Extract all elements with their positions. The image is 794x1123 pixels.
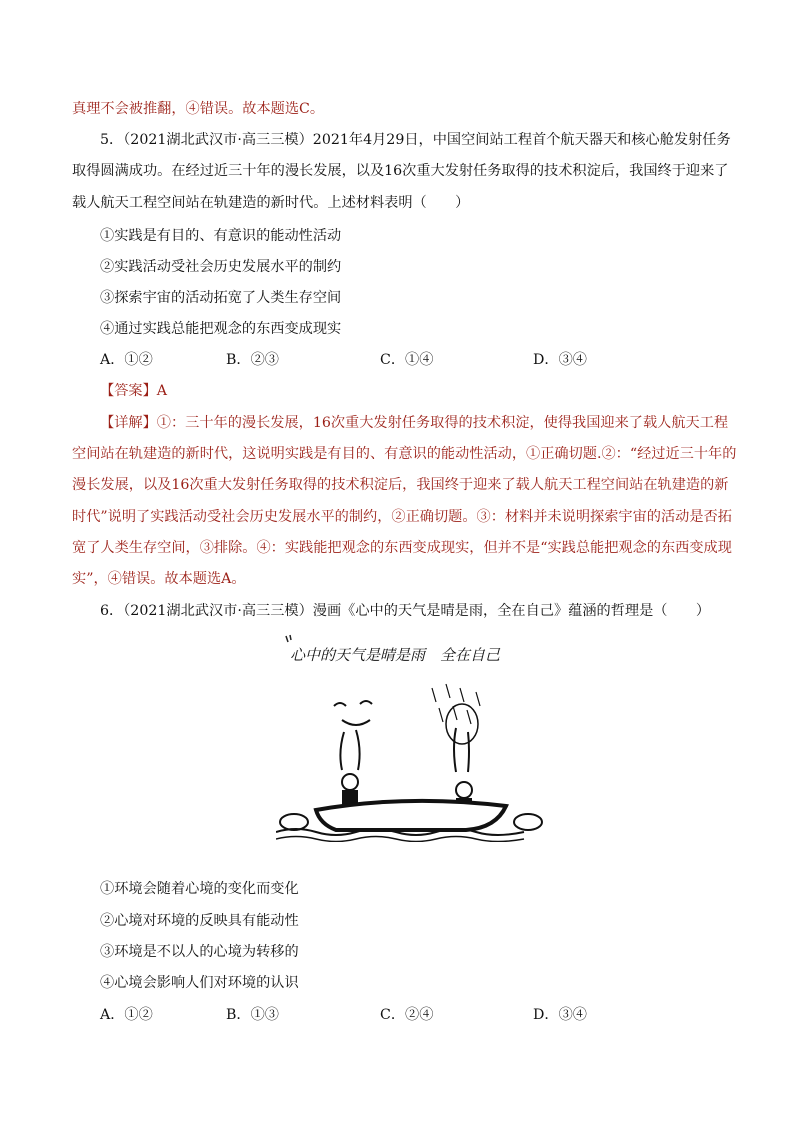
q6-option-c: C．②④ [380,1007,434,1023]
q6-statement-3: ③环境是不以人的心境为转移的 [100,944,299,960]
q5-option-a: A．①② [100,352,153,368]
cartoon-drawing [276,632,544,842]
q5-detail-line-4: 时代”说明了实践活动受社会历史发展水平的制约，②正确切题。③：材料并未说明探索宇宙的活动是否拓 [72,509,732,525]
cartoon-figure [276,632,544,842]
q5-stem-line-1: 5．（2021湖北武汉市·高三三模）2021年4月29日，中国空间站工程首个航天器天和核心舱发射任务 [100,132,731,148]
q6-option-b: B．①③ [226,1007,279,1023]
q5-statement-4: ④通过实践总能把观念的东西变成现实 [100,321,342,337]
q5-stem-line-2: 取得圆满成功。在经过近三十年的漫长发展，以及16次重大发射任务取得的技术积淀后，我国终于迎来了 [72,163,729,179]
q5-detail-line-3: 漫长发展，以及16次重大发射任务取得的技术积淀后，我国终于迎来了载人航天工程空间站在轨建造的新 [72,477,729,493]
q5-statement-2: ②实践活动受社会历史发展水平的制约 [100,259,342,275]
q6-statement-1: ①环境会随着心境的变化而变化 [100,881,299,897]
q5-statement-1: ①实践是有目的、有意识的能动性活动 [100,228,342,244]
q5-option-b: B．②③ [226,352,279,368]
q5-detail-line-2: 空间站在轨建造的新时代，这说明实践是有目的、有意识的能动性活动，①正确切题.②：“经过近三十年的 [72,446,737,462]
q6-statement-4: ④心境会影响人们对环境的认识 [100,975,299,991]
q6-option-d: D．③④ [533,1007,587,1023]
q5-statement-3: ③探索宇宙的活动拓宽了人类生存空间 [100,290,342,306]
previous-answer-tail: 真理不会被推翻，④错误。故本题选C。 [72,101,325,117]
q5-detail-line-5: 宽了人类生存空间，③排除。④：实践能把观念的东西变成现实，但并不是“实践总能把观念的东西变成现 [72,540,732,556]
q6-option-a: A．①② [100,1007,153,1023]
q5-option-c: C．①④ [380,352,434,368]
q5-detail-line-6: 实”，④错误。故本题选A。 [72,571,246,587]
q5-option-d: D．③④ [533,352,587,368]
cartoon-caption: 心中的天气是晴是雨 全在自己 [290,646,501,664]
q6-statement-2: ②心境对环境的反映具有能动性 [100,913,299,929]
q5-detail-line-1: 【详解】①：三十年的漫长发展，16次重大发射任务取得的技术积淀，使得我国迎来了载人航天工程 [100,415,729,431]
q5-answer: 【答案】A [100,383,167,399]
q6-stem: 6．（2021湖北武汉市·高三三模）漫画《心中的天气是晴是雨，全在自己》蕴涵的哲理是（ ） [100,603,711,619]
q5-stem-line-3: 载人航天工程空间站在轨建造的新时代。上述材料表明（ ） [72,195,470,211]
